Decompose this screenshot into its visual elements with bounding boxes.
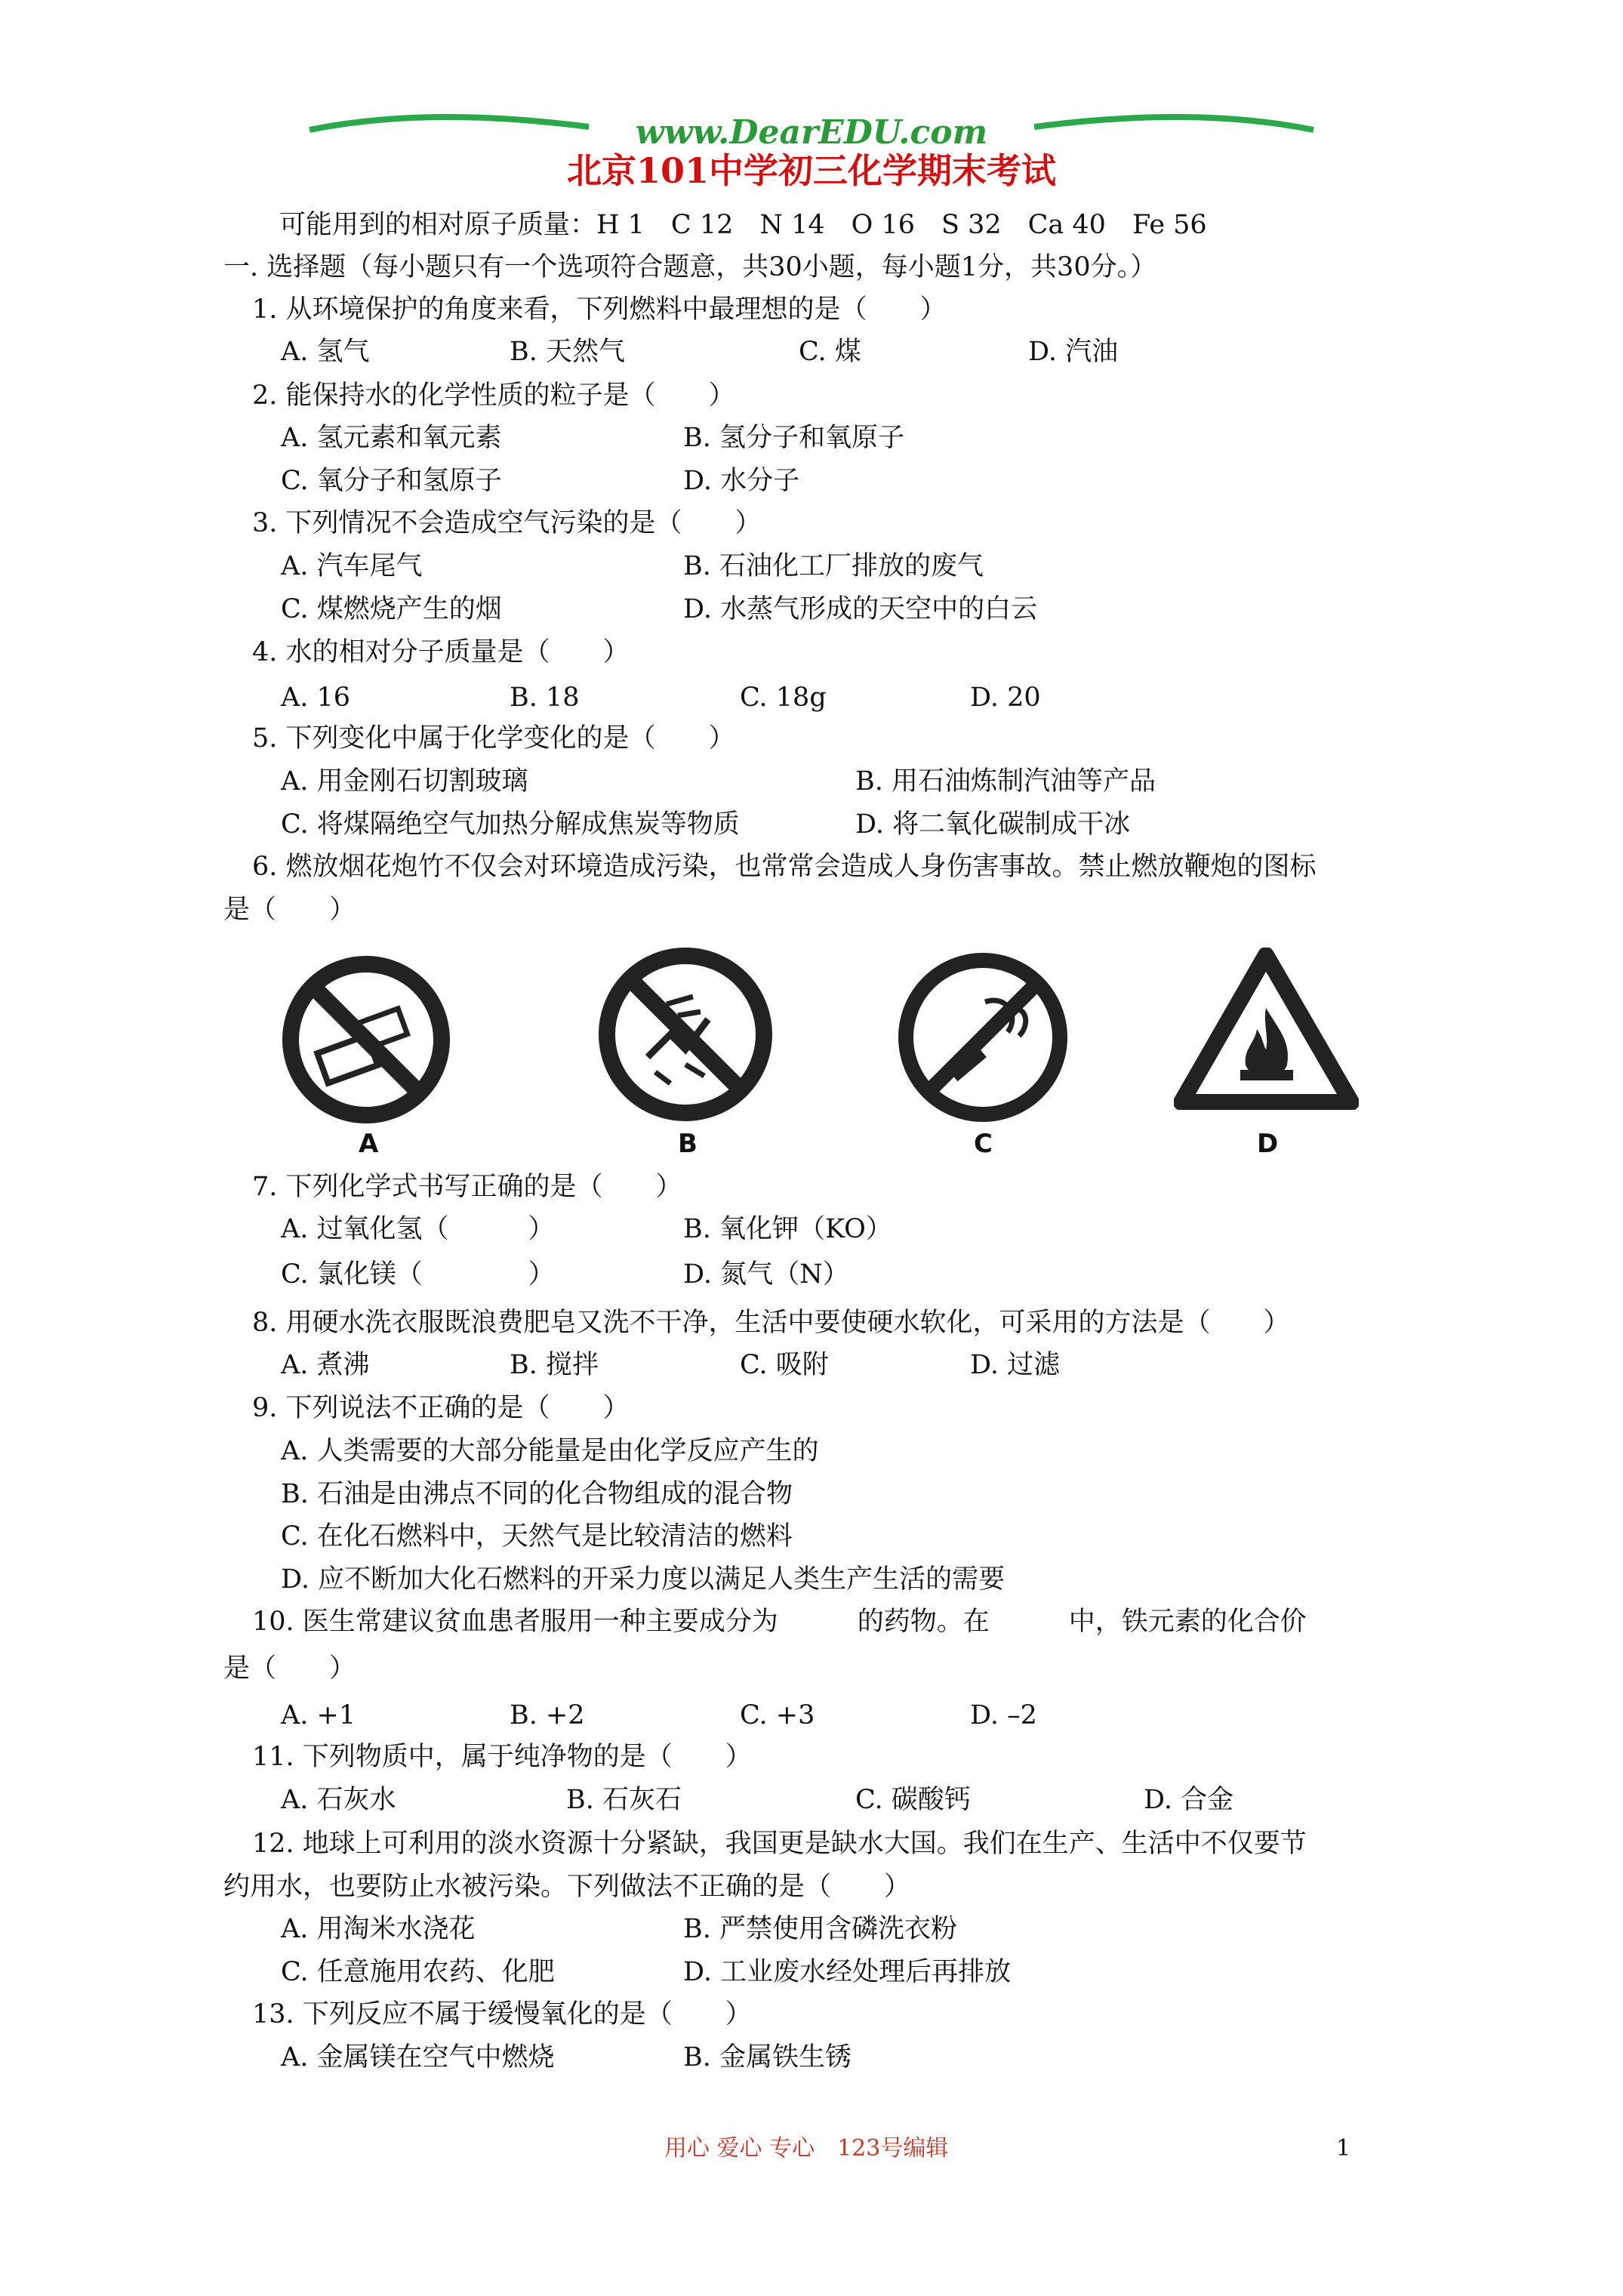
question-stem: 10. 医生常建议贫血患者服用一种主要成分为 的药物。在 中，铁元素的化合价 xyxy=(252,1607,1307,1637)
option-c: C. 氧分子和氢原子 xyxy=(281,466,502,496)
sign-label-d: D xyxy=(1257,1129,1279,1159)
section-heading: 一. 选择题（每小题只有一个选项符合题意，共30小题，每小题1分，共30分。） xyxy=(223,252,1157,282)
option-c: C. 煤燃烧产生的烟 xyxy=(281,594,502,624)
option-c: C. 在化石燃料中，天然气是比较清洁的燃料 xyxy=(281,1521,793,1552)
option-d: D. 将二氧化碳制成干冰 xyxy=(855,809,1131,840)
option-c: C. 碳酸钙 xyxy=(855,1785,971,1815)
page-number: 1 xyxy=(1336,2135,1351,2162)
option-d: D. 水分子 xyxy=(683,466,800,496)
question-stem-continued: 约用水，也要防止水被污染。下列做法不正确的是（ ） xyxy=(223,1872,911,1902)
sign-label-a: A xyxy=(359,1129,379,1159)
prohibition-sign-a-icon xyxy=(279,953,453,1126)
option-a: A. 汽车尾气 xyxy=(281,551,423,581)
question-stem: 6. 燃放烟花炮竹不仅会对环境造成污染，也常常会造成人身伤害事故。禁止燃放鞭炮的图标 xyxy=(252,852,1317,882)
option-b: B. 石灰石 xyxy=(566,1785,682,1815)
option-d: D. –2 xyxy=(970,1700,1037,1730)
prohibition-sign-c-icon xyxy=(895,949,1072,1126)
option-c: C. 煤 xyxy=(799,337,861,367)
question-stem: 7. 下列化学式书写正确的是（ ） xyxy=(252,1172,682,1202)
option-d: D. 汽油 xyxy=(1028,337,1119,367)
question-stem: 8. 用硬水洗衣服既浪费肥皂又洗不干净，生活中要使硬水软化，可采用的方法是（ ） xyxy=(252,1308,1290,1338)
option-d: D. 20 xyxy=(970,683,1041,713)
option-b: B. 用石油炼制汽油等产品 xyxy=(855,766,1156,797)
option-a: A. 用金刚石切割玻璃 xyxy=(281,766,528,797)
question-stem: 12. 地球上可利用的淡水资源十分紧缺，我国更是缺水大国。我们在生产、生活中不仅要节 xyxy=(252,1829,1307,1859)
option-a: A. 16 xyxy=(281,683,351,713)
prohibition-sign-b-icon xyxy=(595,944,776,1125)
option-d: D. 过滤 xyxy=(970,1350,1061,1380)
question-stem: 11. 下列物质中，属于纯净物的是（ ） xyxy=(252,1742,752,1772)
option-a: A. +1 xyxy=(281,1700,356,1730)
question-stem: 1. 从环境保护的角度来看，下列燃料中最理想的是（ ） xyxy=(252,294,947,325)
option-c: C. 任意施用农药、化肥 xyxy=(281,1957,555,1987)
question-stem-continued: 是（ ） xyxy=(223,895,356,925)
question-stem-continued: 是（ ） xyxy=(223,1653,356,1684)
option-a: A. 用淘米水浇花 xyxy=(281,1914,476,1944)
brand-logo-text[interactable]: www.DearEDU.com xyxy=(635,113,988,152)
sign-label-b: B xyxy=(678,1129,698,1159)
atomic-mass-note: 可能用到的相对原子质量：H 1 C 12 N 14 O 16 S 32 Ca 40 Fe 56 xyxy=(279,210,1207,240)
question-stem: 3. 下列情况不会造成空气污染的是（ ） xyxy=(252,508,762,538)
option-a: A. 人类需要的大部分能量是由化学反应产生的 xyxy=(281,1436,819,1466)
option-a: A. 过氧化氢（ ） xyxy=(281,1214,555,1244)
option-a: A. 氢气 xyxy=(281,337,370,367)
option-d: D. 氮气（N） xyxy=(683,1259,849,1290)
option-d: D. 水蒸气形成的天空中的白云 xyxy=(683,594,1038,624)
flammable-warning-sign-d-icon xyxy=(1174,948,1359,1110)
sign-label-c: C xyxy=(974,1129,993,1159)
option-b: B. 金属铁生锈 xyxy=(683,2042,852,2073)
option-b: B. +2 xyxy=(510,1700,585,1730)
option-d: D. 工业废水经处理后再排放 xyxy=(683,1957,1012,1987)
option-b: B. 天然气 xyxy=(510,337,625,367)
option-c: C. 将煤隔绝空气加热分解成焦炭等物质 xyxy=(281,809,740,840)
question-stem: 9. 下列说法不正确的是（ ） xyxy=(252,1393,630,1423)
option-b: B. 氢分子和氧原子 xyxy=(683,423,904,453)
option-a: A. 氢元素和氧元素 xyxy=(281,423,502,453)
option-b: B. 搅拌 xyxy=(510,1350,599,1380)
option-a: A. 煮沸 xyxy=(281,1350,370,1380)
option-d: D. 合金 xyxy=(1144,1785,1234,1815)
option-b: B. 18 xyxy=(510,683,580,713)
option-b: B. 石油化工厂排放的废气 xyxy=(683,551,984,581)
question-stem: 2. 能保持水的化学性质的粒子是（ ） xyxy=(252,381,735,411)
question-stem: 13. 下列反应不属于缓慢氧化的是（ ） xyxy=(252,1999,752,2029)
option-b: B. 氧化钾（KO） xyxy=(683,1214,892,1244)
option-b: B. 严禁使用含磷洗衣粉 xyxy=(683,1914,957,1944)
option-c: C. 18g xyxy=(740,683,827,713)
question-stem: 4. 水的相对分子质量是（ ） xyxy=(252,637,630,667)
option-a: A. 金属镁在空气中燃烧 xyxy=(281,2042,555,2073)
option-c: C. 吸附 xyxy=(740,1350,829,1380)
question-stem: 5. 下列变化中属于化学变化的是（ ） xyxy=(252,723,735,754)
option-b: B. 石油是由沸点不同的化合物组成的混合物 xyxy=(281,1479,793,1509)
option-d: D. 应不断加大化石燃料的开采力度以满足人类生产生活的需要 xyxy=(281,1564,1006,1595)
page-title: 北京101中学初三化学期末考试 xyxy=(566,150,1057,191)
option-a: A. 石灰水 xyxy=(281,1785,396,1815)
option-c: C. 氯化镁（ ） xyxy=(281,1259,555,1290)
footer-text: 用心 爱心 专心 123号编辑 xyxy=(664,2135,949,2162)
option-c: C. +3 xyxy=(740,1700,815,1730)
